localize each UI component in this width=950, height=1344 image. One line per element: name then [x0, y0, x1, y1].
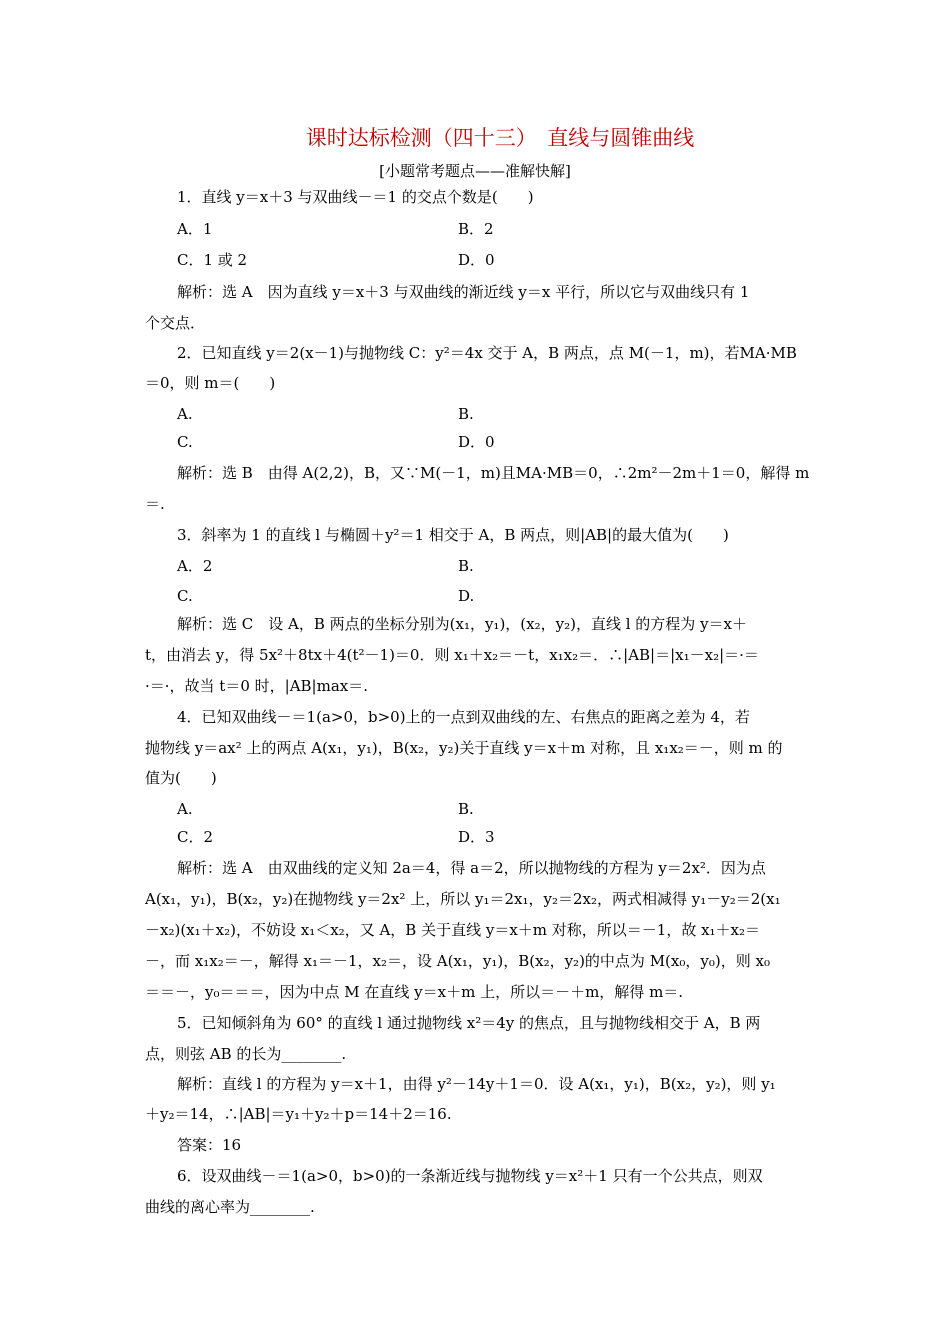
question-4-option-c: C．2	[177, 828, 214, 846]
question-5-solution-line-2: ＋y₂＝14，∴|AB|＝y₁＋y₂＋p＝14＋2＝16.	[145, 1105, 452, 1123]
question-4-solution-line-5: ＝＝－，y₀＝＝＝，因为中点 M 在直线 y＝x＋m 上，所以＝－＋m，解得 m＝.	[145, 983, 684, 1001]
question-2-option-c: C.	[177, 433, 193, 451]
question-1-option-b: B．2	[458, 220, 494, 238]
question-4-solution-line-2: A(x₁，y₁)，B(x₂，y₂)在抛物线 y＝2x² 上，所以 y₁＝2x₁，y₂＝2x₂，两式相减得 y₁－y₂＝2(x₁	[145, 890, 781, 908]
question-2-option-b: B.	[458, 405, 474, 423]
question-2-option-d: D．0	[458, 433, 495, 451]
question-2-stem-line-1: 2．已知直线 y＝2(x－1)与抛物线 C：y²＝4x 交于 A，B 两点，点 M(－1，m)，若MA·MB	[177, 344, 797, 362]
question-6-stem-line-1: 6．设双曲线－＝1(a>0，b>0)的一条渐近线与抛物线 y＝x²＋1 只有一个公共点，则双	[177, 1167, 763, 1185]
question-3-solution-line-3: ·＝·，故当 t＝0 时，|AB|max＝.	[145, 677, 369, 695]
section-subtitle: [小题常考题点——准解快解]	[379, 162, 571, 180]
question-5-stem-line-2: 点，则弦 AB 的长为________.	[145, 1045, 347, 1063]
question-5-solution-line-1: 解析：直线 l 的方程为 y＝x＋1，由得 y²－14y＋1＝0．设 A(x₁，y₁)，B(x₂，y₂)，则 y₁	[177, 1075, 776, 1093]
question-4-stem-line-1: 4．已知双曲线－＝1(a>0，b>0)上的一点到双曲线的左、右焦点的距离之差为 4，若	[177, 708, 750, 726]
question-4-solution-line-1: 解析：选 A 由双曲线的定义知 2a＝4，得 a＝2，所以抛物线的方程为 y＝2x²．因为点	[177, 859, 766, 877]
question-5-stem-line-1: 5．已知倾斜角为 60° 的直线 l 通过抛物线 x²＝4y 的焦点，且与抛物线相交于 A，B 两	[177, 1014, 761, 1032]
question-1-option-a: A．1	[177, 220, 213, 238]
question-1-option-d: D．0	[458, 251, 495, 269]
question-2-solution-line-1: 解析：选 B 由得 A(2,2)，B，又∵M(－1，m)且MA·MB＝0，∴2m²－2m＋1＝0，解得 m	[177, 464, 810, 482]
question-3-option-c: C.	[177, 587, 193, 605]
question-3-option-b: B.	[458, 557, 474, 575]
question-6-stem-line-2: 曲线的离心率为________.	[145, 1198, 315, 1216]
question-2-stem-line-2: ＝0，则 m＝( )	[145, 374, 276, 392]
question-3-solution-line-2: t，由消去 y，得 5x²＋8tx＋4(t²－1)＝0．则 x₁＋x₂＝－t，x₁x₂＝．∴|AB|＝|x₁－x₂|＝·＝	[145, 646, 759, 664]
question-4-solution-line-4: －，而 x₁x₂＝－，解得 x₁＝－1，x₂＝，设 A(x₁，y₁)，B(x₂，y₂)的中点为 M(x₀，y₀)，则 x₀	[145, 952, 770, 970]
page-title: 课时达标检测（四十三） 直线与圆锥曲线	[305, 126, 695, 150]
question-1-option-c: C．1 或 2	[177, 251, 248, 269]
question-2-solution-line-2: ＝.	[145, 495, 165, 513]
question-3-option-d: D.	[458, 587, 475, 605]
question-4-option-a: A.	[177, 800, 193, 818]
question-4-solution-line-3: －x₂)(x₁＋x₂)，不妨设 x₁＜x₂，又 A，B 关于直线 y＝x＋m 对称，所以＝－1，故 x₁＋x₂＝	[145, 921, 761, 939]
question-3-option-a: A．2	[177, 557, 213, 575]
question-1-solution-line-1: 解析：选 A 因为直线 y＝x＋3 与双曲线的渐近线 y＝x 平行，所以它与双曲线只有 1	[177, 283, 750, 301]
question-2-option-a: A.	[177, 405, 193, 423]
question-4-option-b: B.	[458, 800, 474, 818]
question-3-solution-line-1: 解析：选 C 设 A，B 两点的坐标分别为(x₁，y₁)，(x₂，y₂)，直线 l 的方程为 y＝x＋	[177, 615, 748, 633]
question-3-stem: 3．斜率为 1 的直线 l 与椭圆＋y²＝1 相交于 A，B 两点，则|AB|的最大值为( )	[177, 526, 729, 544]
question-5-answer: 答案：16	[177, 1136, 242, 1154]
question-4-stem-line-2: 抛物线 y＝ax² 上的两点 A(x₁，y₁)，B(x₂，y₂)关于直线 y＝x＋m 对称，且 x₁x₂＝－，则 m 的	[145, 739, 783, 757]
question-4-option-d: D．3	[458, 828, 495, 846]
question-1-stem: 1．直线 y＝x＋3 与双曲线－＝1 的交点个数是( )	[177, 188, 534, 206]
question-4-stem-line-3: 值为( )	[145, 769, 217, 787]
question-1-solution-line-2: 个交点．	[145, 314, 206, 332]
